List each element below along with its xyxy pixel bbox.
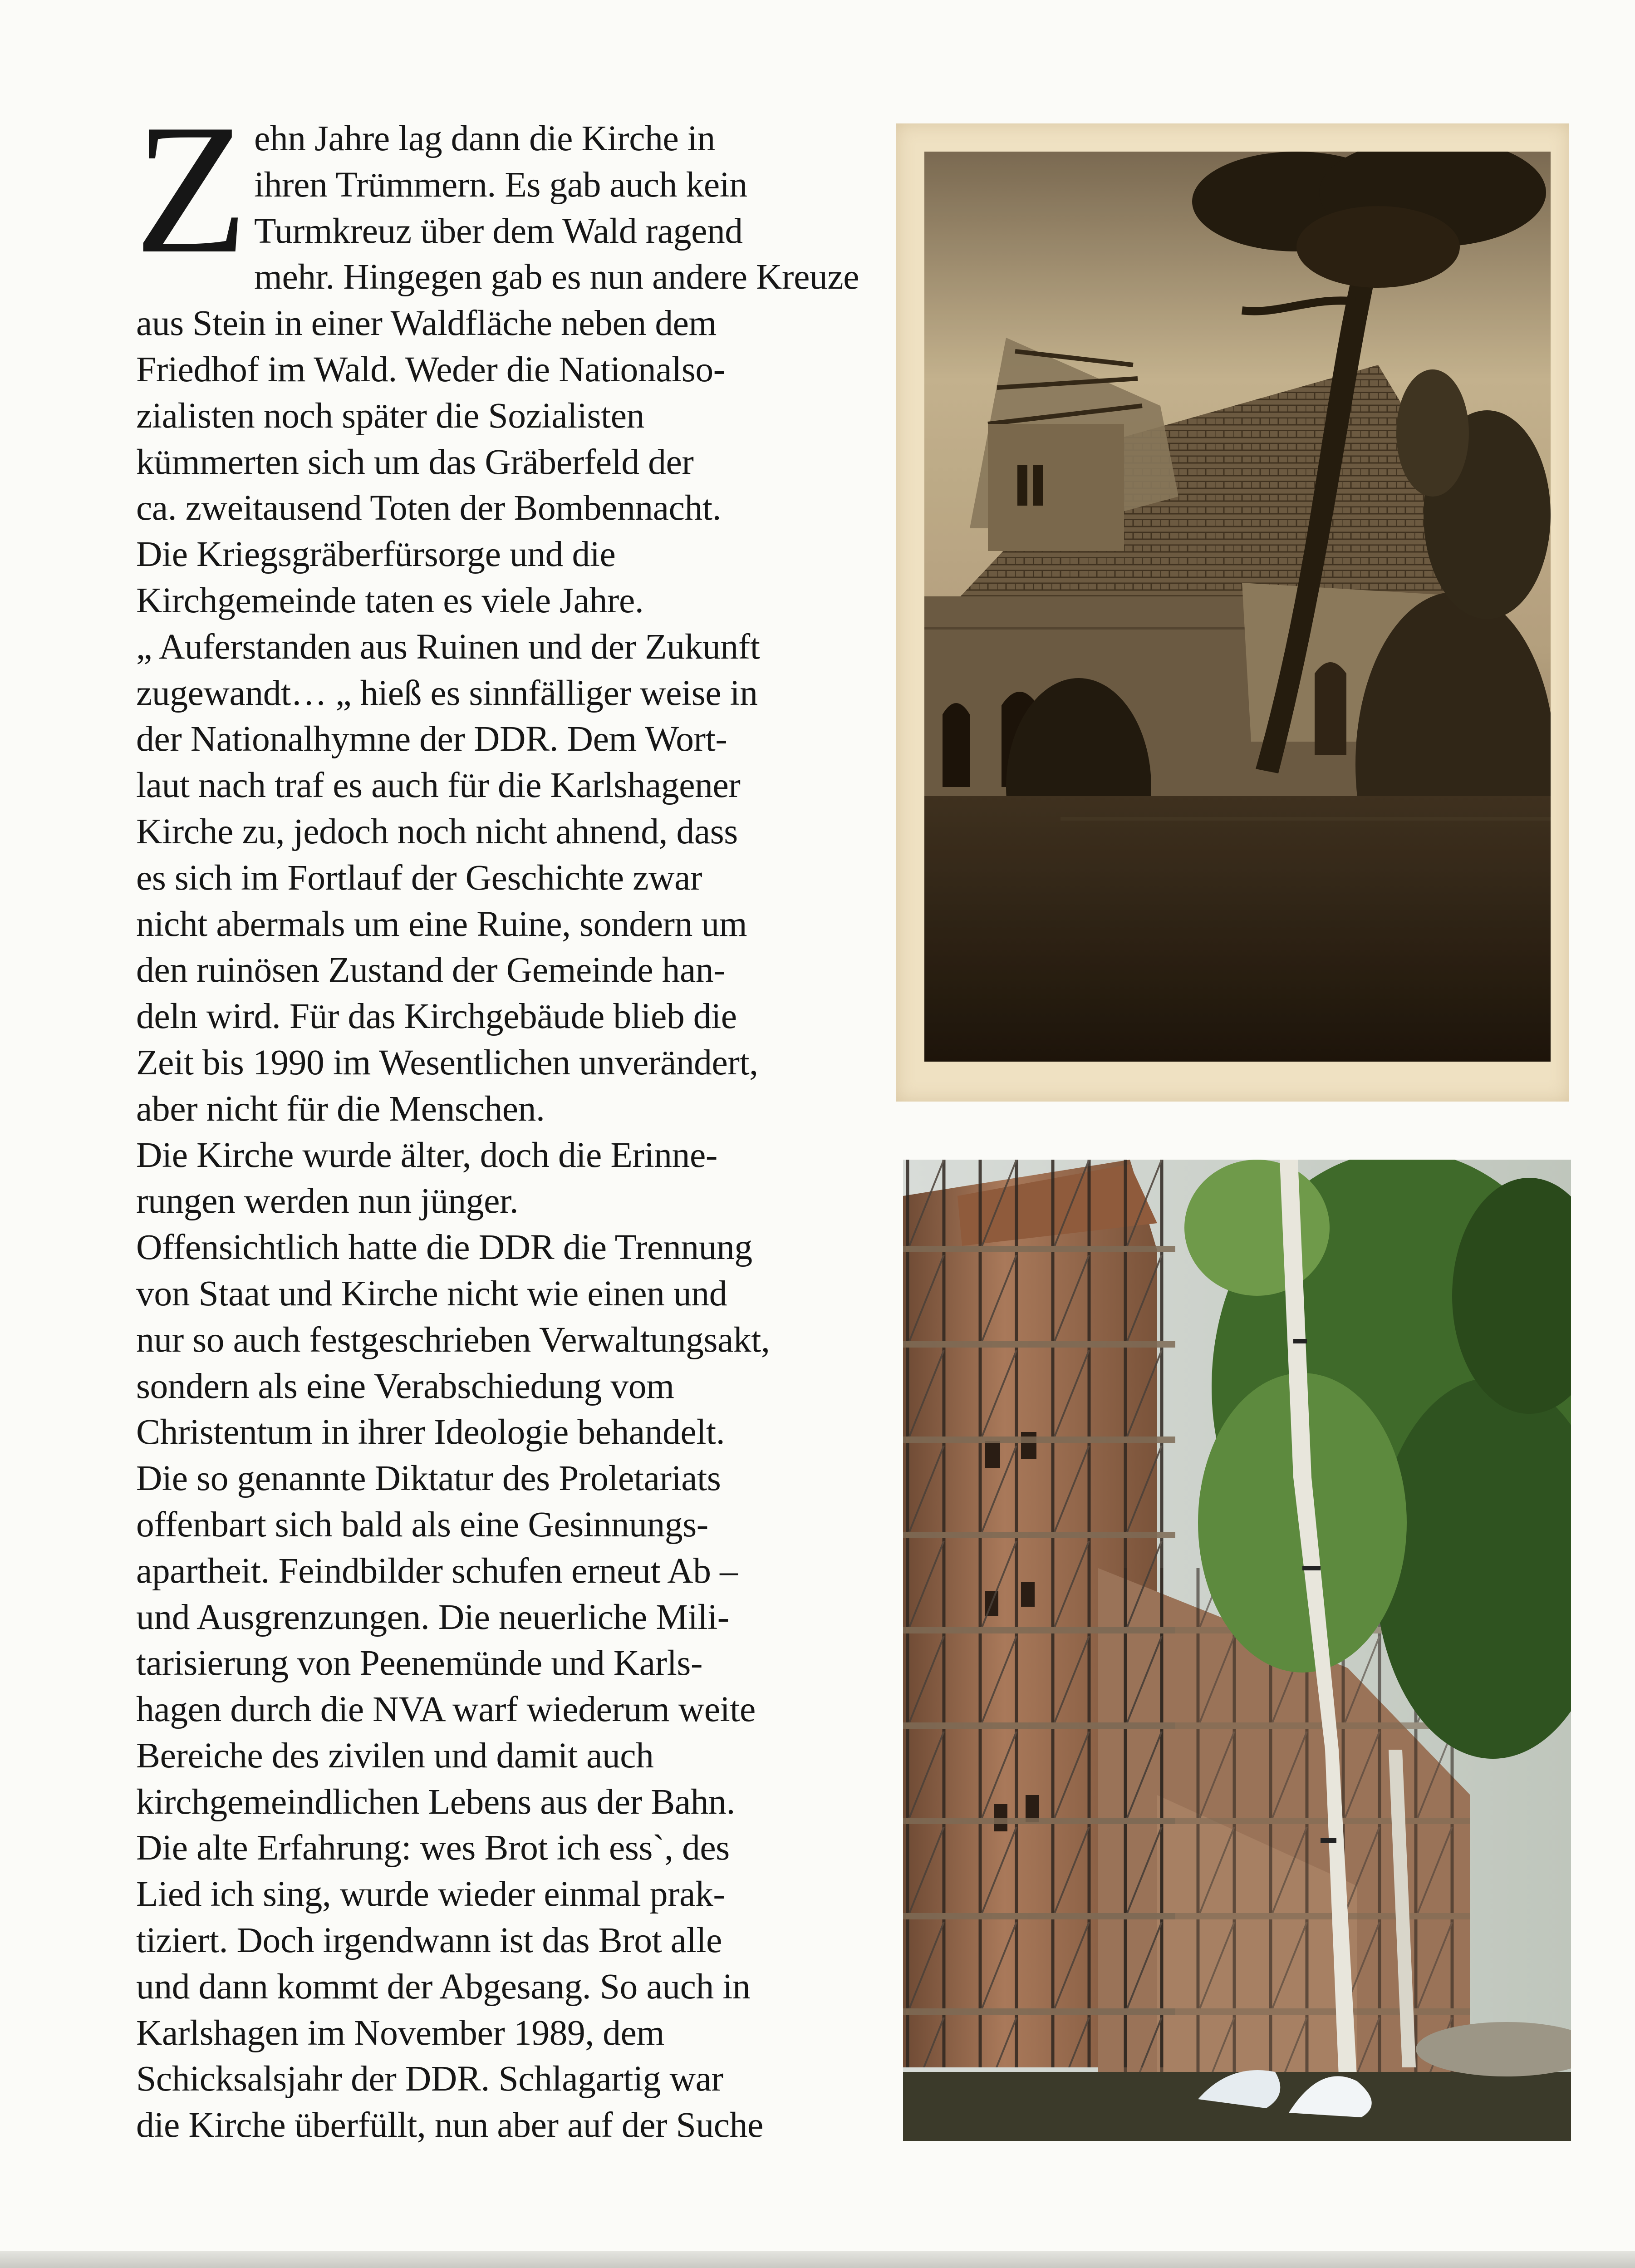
text-line: Christentum in ihrer Ideologie behandelt. bbox=[136, 1412, 725, 1452]
text-line: deln wird. Für das Kirchgebäude blieb die bbox=[136, 996, 737, 1037]
text-line: Schicksalsjahr der DDR. Schlagartig war bbox=[136, 2059, 723, 2099]
text-line: es sich im Fortlauf der Geschichte zwar bbox=[136, 857, 702, 898]
text-line: nur so auch festgeschrieben Verwaltungsakt, bbox=[136, 1319, 770, 1360]
text-line: und dann kommt der Abgesang. So auch in bbox=[136, 1966, 751, 2007]
text-line: rungen werden nun jünger. bbox=[136, 1181, 519, 1221]
article-text bbox=[136, 116, 885, 2167]
text-line: Kirchgemeinde taten es viele Jahre. bbox=[136, 580, 644, 620]
text-line: kümmerten sich um das Gräberfeld der bbox=[136, 442, 694, 482]
text-line: kirchgemeindlichen Lebens aus der Bahn. bbox=[136, 1781, 735, 1822]
text-line: tiziert. Doch irgendwann ist das Brot alle bbox=[136, 1920, 722, 1961]
text-line: die Kirche überfüllt, nun aber auf der Suche bbox=[136, 2105, 763, 2145]
text-line: mehr. Hingegen gab es nun andere Kreuze bbox=[254, 257, 859, 297]
text-line: Turmkreuz über dem Wald ragend bbox=[254, 211, 743, 251]
text-line: der Nationalhymne der DDR. Dem Wort- bbox=[136, 719, 727, 759]
text-line: Lied ich sing, wurde wieder einmal prak- bbox=[136, 1874, 725, 1914]
text-line: und Ausgrenzungen. Die neuerliche Mili- bbox=[136, 1597, 729, 1637]
text-line: aus Stein in einer Waldfläche neben dem bbox=[136, 303, 717, 344]
text-line: tarisierung von Peenemünde und Karls- bbox=[136, 1643, 703, 1683]
photo-church-scaffolding bbox=[903, 1160, 1571, 2141]
church-ruin-image bbox=[924, 152, 1551, 1062]
text-line: von Staat und Kirche nicht wie einen und bbox=[136, 1273, 727, 1314]
drop-cap: Z bbox=[134, 116, 248, 260]
church-scaffolding-image bbox=[903, 1160, 1571, 2141]
text-line: Friedhof im Wald. Weder die Nationalso- bbox=[136, 349, 725, 389]
text-line: Kirche zu, jedoch noch nicht ahnend, dass bbox=[136, 811, 738, 851]
text-line: ca. zweitausend Toten der Bombennacht. bbox=[136, 488, 722, 528]
text-line: „ Auferstanden aus Ruinen und der Zukunft bbox=[136, 626, 760, 667]
text-line: sondern als eine Verabschiedung vom bbox=[136, 1366, 674, 1406]
text-line: aber nicht für die Menschen. bbox=[136, 1088, 545, 1129]
text-line: nicht abermals um eine Ruine, sondern um bbox=[136, 904, 747, 944]
text-line: ihren Trümmern. Es gab auch kein bbox=[254, 164, 747, 205]
text-line: hagen durch die NVA warf wiederum weite bbox=[136, 1689, 756, 1730]
text-line: Bereiche des zivilen und damit auch bbox=[136, 1735, 654, 1776]
text-line: Offensichtlich hatte die DDR die Trennung bbox=[136, 1227, 752, 1268]
text-line: Karlshagen im November 1989, dem bbox=[136, 2012, 664, 2053]
text-line: offenbart sich bald als eine Gesinnungs- bbox=[136, 1504, 708, 1545]
text-line: zugewandt… „ hieß es sinnfälliger weise in bbox=[136, 673, 758, 713]
text-line: apartheit. Feindbilder schufen erneut Ab – bbox=[136, 1550, 738, 1591]
text-line: laut nach traf es auch für die Karlshagener bbox=[136, 765, 741, 806]
text-line: Die alte Erfahrung: wes Brot ich ess`, des bbox=[136, 1828, 730, 1868]
text-line: Zeit bis 1990 im Wesentlichen unverändert, bbox=[136, 1042, 758, 1082]
text-line: ehn Jahre lag dann die Kirche in bbox=[254, 118, 715, 158]
text-line: Die Kirche wurde älter, doch die Erinne- bbox=[136, 1135, 717, 1175]
text-line: den ruinösen Zustand der Gemeinde han- bbox=[136, 950, 726, 990]
text-line: Die Kriegsgräberfürsorge und die bbox=[136, 534, 616, 575]
article-body bbox=[136, 116, 885, 2149]
text-line: Die so genannte Diktatur des Proletariats bbox=[136, 1458, 721, 1499]
photo-church-ruin bbox=[896, 123, 1569, 1102]
page-bottom-edge bbox=[0, 2251, 1635, 2268]
text-line: zialisten noch später die Sozialisten bbox=[136, 395, 644, 436]
